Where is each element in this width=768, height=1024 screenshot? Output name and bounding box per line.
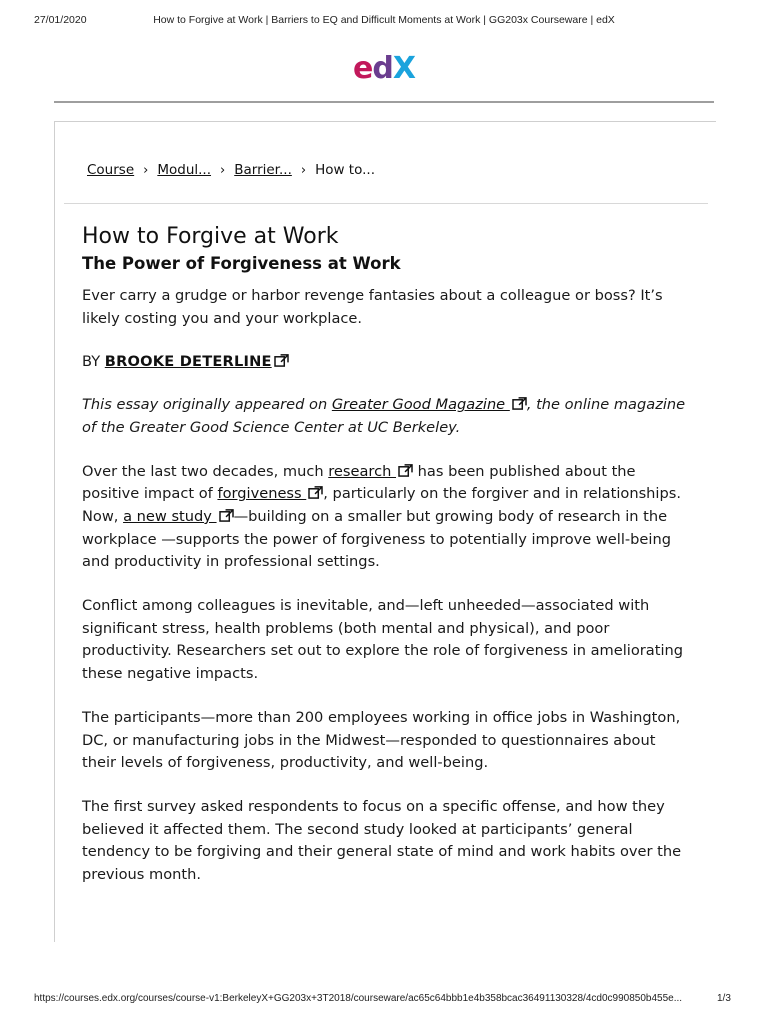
- paragraph-survey: The first survey asked respondents to focus on a specific offense, and how they believed it affected them. The second study looked at participants’ general tendency to be forgiving and their general state of mind and work habits over the previous month.: [82, 797, 682, 884]
- essay-note: [82, 394, 692, 439]
- breadcrumb-course[interactable]: Course: [87, 162, 135, 178]
- external-link-icon[interactable]: [274, 354, 289, 367]
- edx-logo[interactable]: edX: [353, 51, 415, 86]
- header-divider: [54, 101, 714, 103]
- external-link-icon[interactable]: [308, 486, 323, 499]
- essay-note-text: , the online magazine of the Greater Good Science Center at UC Berkeley.: [82, 396, 686, 436]
- intro-paragraph: Ever carry a grudge or harbor revenge fantasies about a colleague or boss? It’s likely costing you and your workplace.: [82, 287, 663, 327]
- article: [82, 222, 692, 887]
- print-page-number: 1/3: [717, 993, 731, 1004]
- breadcrumb-section[interactable]: Barrier...: [234, 162, 292, 178]
- external-link-icon[interactable]: [219, 509, 234, 522]
- breadcrumb: [87, 160, 375, 180]
- forgiveness-link[interactable]: forgiveness: [217, 485, 307, 503]
- breadcrumb-module[interactable]: Modul...: [157, 162, 212, 178]
- paragraph-conflict: Conflict among colleagues is inevitable, and—left unheeded—associated with significant stress, health problems (both mental and physical), and poor productivity. Researchers set out to explore the role of forgiveness in ameliorating these negative impacts.: [82, 597, 684, 683]
- research-link[interactable]: research: [328, 462, 397, 480]
- paragraph-participants: The participants—more than 200 employees working in office jobs in Washington, DC, or manufacturing jobs in the Midwest—responded to questionnaires about their levels of forgiveness, productivity, and well-being.: [82, 708, 681, 772]
- author-name: BROOKE DETERLINE: [104, 353, 272, 371]
- byline: [82, 351, 692, 374]
- paragraph-text: Over the last two decades, much: [82, 462, 329, 480]
- print-footer: [0, 993, 768, 1007]
- external-link-icon[interactable]: [512, 397, 527, 410]
- chevron-right-icon: ›: [300, 162, 307, 178]
- breadcrumb-current: How to...: [315, 162, 375, 178]
- print-date: 27/01/2020: [34, 14, 87, 26]
- new-study-link[interactable]: a new study: [123, 507, 217, 525]
- paragraph-text: —building on a smaller but growing body of research in the workplace —supports the power of forgiveness to potentially improve well-being and productivity in professional settings.: [82, 507, 671, 571]
- print-url: https://courses.edx.org/courses/course-v1:BerkeleyX+GG203x+3T2018/courseware/ac65c64bbb1e4b358bcac36491130328/4cd0c990850b455e...: [34, 993, 683, 1004]
- byline-prefix: BY: [82, 353, 105, 371]
- paragraph-text: , particularly on the forgiver and in relationships. Now,: [82, 485, 681, 525]
- chevron-right-icon: ›: [220, 162, 226, 178]
- breadcrumb-divider: [64, 203, 708, 204]
- greater-good-magazine-link[interactable]: Greater Good Magazine: [331, 396, 510, 414]
- paragraph-text: has been published about the positive impact of: [82, 462, 636, 503]
- page-title: How to Forgive at Work: [82, 224, 339, 249]
- page-subtitle: The Power of Forgiveness at Work: [82, 254, 401, 273]
- print-page-title: How to Forgive at Work | Barriers to EQ and Difficult Moments at Work | GG203x Courseware | edX: [153, 14, 615, 26]
- author-link[interactable]: [105, 353, 272, 370]
- essay-note-text: This essay originally appeared on: [82, 396, 332, 414]
- external-link-icon[interactable]: [398, 464, 413, 477]
- chevron-right-icon: ›: [143, 162, 149, 178]
- print-header: [0, 14, 768, 30]
- paragraph-research: [82, 461, 692, 575]
